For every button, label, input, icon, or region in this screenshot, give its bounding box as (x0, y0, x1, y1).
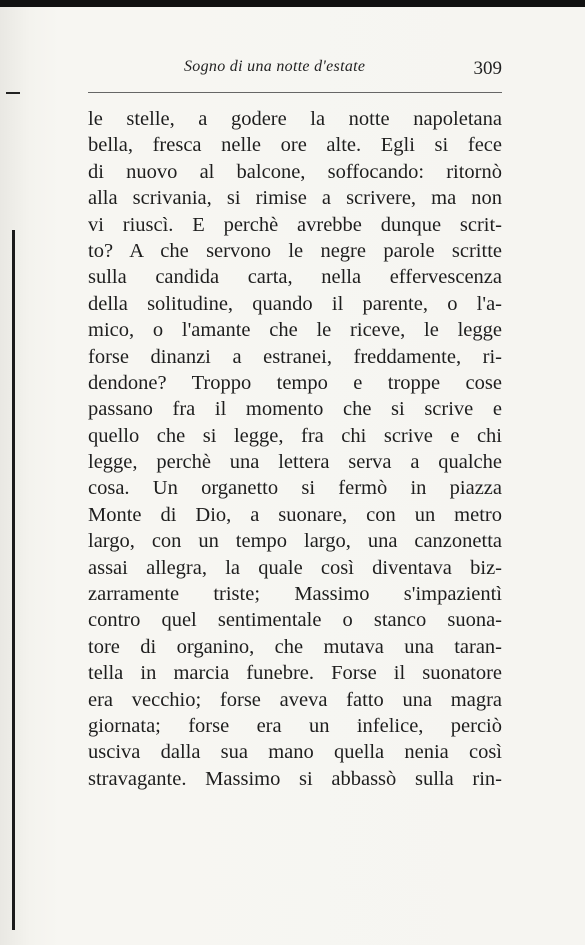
running-title: Sogno di una notte d'estate (184, 58, 366, 75)
text-line: quello che si legge, fra chi scrive e chi (88, 424, 502, 447)
binding-mark (6, 92, 20, 94)
scan-top-edge (0, 0, 585, 7)
binding-edge (12, 230, 15, 930)
header-rule (88, 92, 502, 93)
body-text (88, 106, 502, 792)
text-line: assai allegra, la quale così diventava biz- (88, 556, 502, 579)
text-line: mico, o l'amante che le riceve, le legge (88, 319, 502, 342)
text-line: giornata; forse era un infelice, perciò (88, 714, 502, 737)
text-line: contro quel sentimentale o stanco suona- (88, 609, 502, 632)
text-line: dendone? Troppo tempo e troppe cose (88, 371, 502, 394)
text-line: di nuovo al balcone, soffocando: ritornò (88, 160, 502, 183)
text-line: tore di organino, che mutava una taran- (88, 635, 502, 658)
text-line: cosa. Un organetto si fermò in piazza (88, 477, 502, 500)
text-line: legge, perchè una lettera serva a qualche (88, 451, 502, 474)
text-line: passano fra il momento che si scrive e (88, 398, 502, 421)
text-line: le stelle, a godere la notte napoletana (88, 108, 502, 130)
text-line: to? A che servono le negre parole scritte (88, 239, 502, 262)
text-line: usciva dalla sua mano quella nenia così (88, 741, 502, 764)
running-header (88, 58, 502, 84)
page-number: 309 (473, 58, 502, 79)
text-line: forse dinanzi a estranei, freddamente, ri- (88, 345, 502, 368)
text-line: Monte di Dio, a suonare, con un metro (88, 503, 502, 526)
text-line: era vecchio; forse aveva fatto una magra (88, 688, 502, 711)
text-line: alla scrivania, si rimise a scrivere, ma non (88, 187, 502, 210)
text-line: tella in marcia funebre. Forse il suonatore (88, 662, 502, 685)
text-line: zarramente triste; Massimo s'impazientì (88, 583, 502, 606)
text-line: stravagante. Massimo si abbassò sulla rin- (88, 767, 502, 790)
text-line: sulla candida carta, nella effervescenza (88, 266, 502, 289)
text-line: bella, fresca nelle ore alte. Egli si fece (88, 134, 502, 157)
text-line: vi riuscì. E perchè avrebbe dunque scrit- (88, 213, 502, 236)
text-line: della solitudine, quando il parente, o l'a- (88, 292, 502, 315)
text-line: largo, con un tempo largo, una canzonetta (88, 530, 502, 553)
